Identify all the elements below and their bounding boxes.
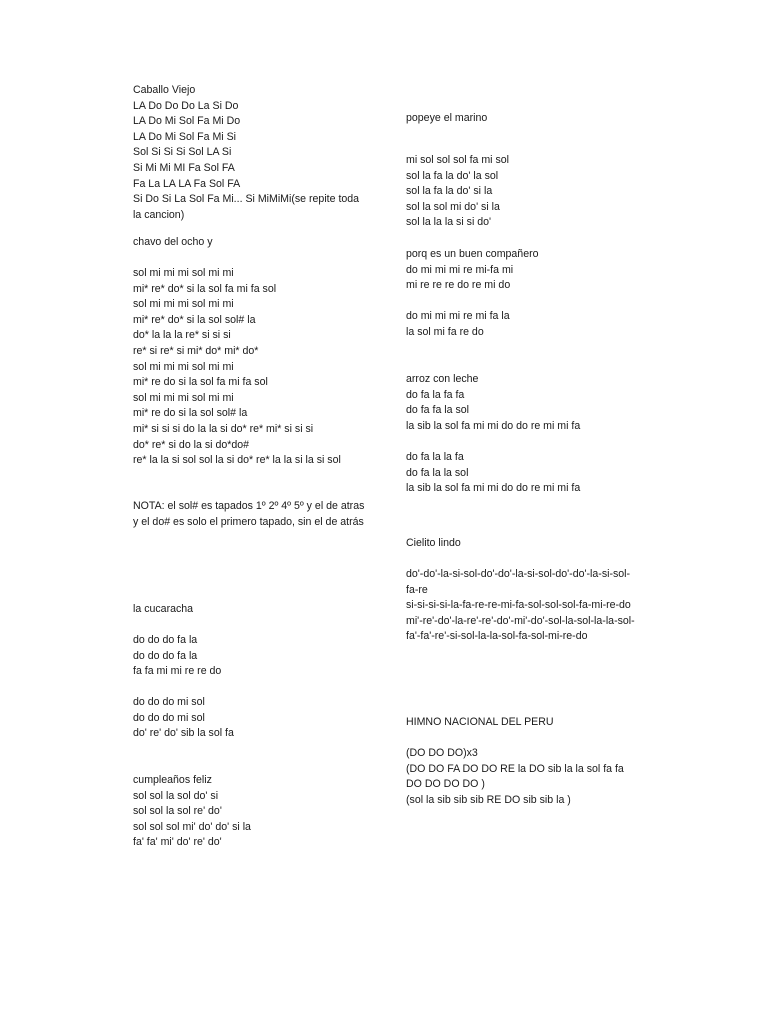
notes-line: Si Do Si La Sol Fa Mi... Si MiMiMi(se repite toda la cancion) (133, 193, 360, 221)
notes-line: sol la fa la do' la sol (406, 169, 499, 182)
arroz-block-2 (406, 450, 638, 497)
himno-notes (406, 746, 638, 808)
notes-line: sol mi mi mi sol mi mi (133, 360, 234, 373)
notes-line: mi* re do si la sol sol# la (133, 407, 248, 420)
song-popeye (406, 111, 638, 127)
chavo-notes (133, 266, 369, 469)
song-title: la cucaracha (133, 603, 194, 615)
song-title: HIMNO NACIONAL DEL PERU (406, 716, 554, 728)
song-la-cucaracha (133, 602, 369, 618)
notes-line: (sol la sib sib sib RE DO sib sib la ) (406, 793, 571, 806)
notes-line: la sol mi fa re do (406, 325, 484, 338)
notes-line: do' re' do' sib la sol fa (133, 727, 234, 740)
song-title: chavo del ocho y (133, 236, 213, 248)
notes-line: sol sol sol mi' do' do' si la (133, 820, 251, 833)
notes-line: sol sol la sol do' si (133, 789, 219, 802)
notes-line: do do do fa la (133, 634, 198, 646)
popeye-block-2 (406, 247, 638, 294)
song-title: arroz con leche (406, 373, 479, 385)
notes-line: do do do mi sol (133, 711, 205, 724)
song-arroz-con-leche (406, 372, 638, 434)
notes-line: do fa fa la sol (406, 404, 470, 417)
cielito-notes (406, 567, 638, 645)
notes-line: Fa La LA LA Fa Sol FA (133, 177, 241, 190)
notes-line: sol mi mi mi sol mi mi (133, 267, 234, 279)
notes-line: porq es un buen compañero (406, 248, 539, 260)
notes-line: mi'-re'-do'-la-re'-re'-do'-mi'-do'-sol-la-sol-la-la-sol- (406, 614, 635, 627)
song-title: popeye el marino (406, 112, 488, 124)
notes-line: sol la la la si si do' (406, 216, 492, 229)
note-line: y el do# es solo el primero tapado, sin el de atrás (133, 515, 364, 528)
notes-line: do fa la la fa (406, 451, 464, 463)
song-caballo-viejo (133, 83, 369, 223)
notes-line: re* la la si sol sol la si do* re* la la si la si sol (133, 454, 341, 467)
notes-line: sol la fa la do' si la (406, 185, 493, 198)
notes-line: mi* re do si la sol fa mi fa sol (133, 376, 268, 389)
notes-line: fa' fa' mi' do' re' do' (133, 836, 222, 849)
notes-line: LA Do Do Do La Si Do (133, 99, 239, 112)
notes-line: (DO DO DO)x3 (406, 747, 478, 759)
notes-line: la sib la sol fa mi mi do do re mi mi fa (406, 482, 581, 495)
cucaracha-block-2 (133, 695, 369, 742)
notes-line: LA Do Mi Sol Fa Mi Do (133, 115, 241, 128)
notes-line: mi* si si si do la la si do* re* mi* si si si (133, 422, 314, 435)
notes-line: (DO DO FA DO DO RE la DO sib la la sol fa fa DO DO DO DO ) (406, 762, 624, 791)
notes-line: mi* re* do* si la sol fa mi fa sol (133, 282, 277, 295)
song-title: Caballo Viejo (133, 84, 196, 96)
notes-line: LA Do Mi Sol Fa Mi Si (133, 130, 237, 143)
song-himno-nacional (406, 715, 638, 731)
notes-line: sol la sol mi do' si la (406, 200, 500, 213)
notes-line: mi re re re do re mi do (406, 279, 511, 292)
cucaracha-block-1 (133, 633, 369, 680)
notes-line: do fa la la sol (406, 466, 469, 479)
note-line: NOTA: el sol# es tapados 1º 2º 4º 5º y el de atras (133, 500, 365, 512)
popeye-block-3 (406, 309, 638, 340)
notes-line: sol sol la sol re' do' (133, 805, 222, 818)
notes-line: do mi mi mi re mi-fa mi (406, 263, 514, 276)
notes-line: do* la la la re* si si si (133, 329, 231, 342)
song-chavo-del-ocho (133, 235, 369, 251)
notes-line: do do do fa la (133, 649, 198, 662)
notes-line: do'-do'-la-si-sol-do'-do'-la-si-sol-do'-do'-la-si-sol-fa-re (406, 568, 631, 596)
notes-line: do* re* si do la si do*do# (133, 438, 250, 451)
song-title: Cielito lindo (406, 537, 461, 549)
notes-line: si-si-si-si-la-fa-re-re-mi-fa-sol-sol-sol-fa-mi-re-do (406, 599, 631, 612)
notes-line: mi sol sol sol fa mi sol (406, 154, 510, 166)
notes-line: la sib la sol fa mi mi do do re mi mi fa (406, 419, 581, 432)
popeye-block-1 (406, 153, 638, 231)
notes-line: do fa la fa fa (406, 388, 465, 401)
song-title: cumpleaños feliz (133, 774, 212, 786)
song-cielito-lindo (406, 536, 638, 552)
notes-line: sol mi mi mi sol mi mi (133, 298, 234, 311)
notes-line: sol mi mi mi sol mi mi (133, 391, 234, 404)
song-cumpleanos-feliz (133, 773, 369, 851)
notes-line: mi* re* do* si la sol sol# la (133, 313, 256, 326)
notes-line: fa'-fa'-re'-si-sol-la-la-sol-fa-sol-mi-re-do (406, 630, 588, 643)
nota-block (133, 499, 369, 530)
notes-line: re* si re* si mi* do* mi* do* (133, 344, 259, 357)
notes-line: do do do mi sol (133, 696, 205, 708)
notes-line: fa fa mi mi re re do (133, 665, 222, 678)
notes-line: Sol Si Si Si Sol LA Si (133, 146, 232, 159)
notes-line: Si Mi Mi MI Fa Sol FA (133, 161, 235, 174)
notes-line: do mi mi mi re mi fa la (406, 310, 510, 322)
